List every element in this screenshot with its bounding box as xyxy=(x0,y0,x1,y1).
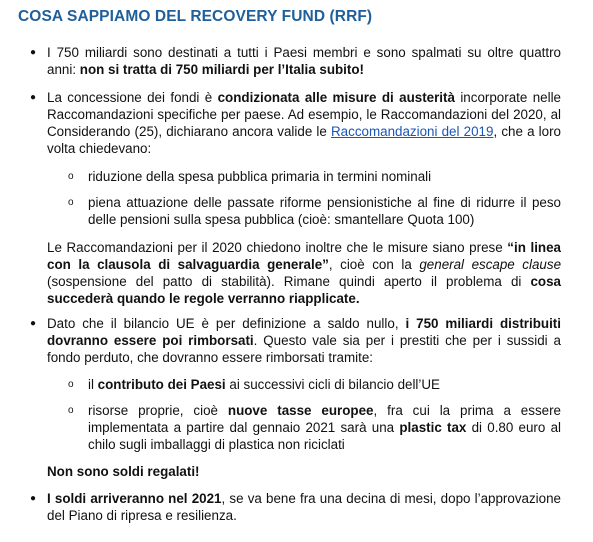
bullet-icon: ● xyxy=(30,318,37,329)
bold-text: “in linea con la clausola di salvaguardia generale” xyxy=(47,240,562,272)
bold-text: cosa succederà quando le regole verranno riapplicate. xyxy=(47,274,561,306)
italic-text: general escape clause xyxy=(419,257,562,272)
bold-text: Non sono soldi regalati! xyxy=(47,464,200,479)
paragraph-3 xyxy=(47,315,561,366)
text-run: Le Raccomandazioni per il 2020 chiedono inoltre che le misure siano prese xyxy=(47,240,508,255)
sub-item xyxy=(88,402,561,453)
text-run: di 0.80 euro al chilo sugli imballaggi di plastica non riciclati xyxy=(88,420,561,452)
bullet-icon: ● xyxy=(30,493,37,504)
text-run: incorporate nelle Raccomandazioni specifiche per paese. Ad esempio, le Raccomandazioni del 2020, al Considerando (25), dichiarano ancora valide le xyxy=(47,90,562,139)
bold-text: nuove tasse europee xyxy=(227,403,374,418)
paragraph-4 xyxy=(47,490,561,524)
text-run: , che a loro volta chiedevano: xyxy=(47,124,562,156)
bold-text: condizionata alle misure di austerità xyxy=(217,90,455,105)
page-title: COSA SAPPIAMO DEL RECOVERY FUND (RRF) xyxy=(18,8,373,25)
text-run: il xyxy=(88,377,98,392)
text-run: , fra cui la prima a essere implementata a partire dal gennaio 2021 sarà una xyxy=(88,403,561,435)
text-run: ai successivi cicli di bilancio dell’UE xyxy=(225,377,440,392)
bold-text: i 750 miliardi distribuiti dovranno essere poi rimborsati xyxy=(47,316,561,348)
bold-text: plastic tax xyxy=(399,420,467,435)
bullet-icon: ● xyxy=(30,92,37,103)
text-run: (sospensione del patto di stabilità). Rimane quindi aperto il problema di xyxy=(47,274,531,289)
text-run: I 750 miliardi sono destinati a tutti i Paesi membri e sono spalmati su oltre quattro anni: xyxy=(47,45,561,77)
bullet-icon: ● xyxy=(30,47,37,58)
paragraph-2 xyxy=(47,89,561,157)
sub-item: piena attuazione delle passate riforme pensionistiche al fine di ridurre il peso delle pensioni sulla spesa pubblica (cioè: smantellare Quota 100) xyxy=(88,195,561,227)
bold-text: contributo dei Paesi xyxy=(97,377,226,392)
paragraph-1 xyxy=(47,44,561,78)
bold-text: I soldi arriveranno nel 2021 xyxy=(47,491,222,506)
text-run: . Questo vale sia per i prestiti che per i sussidi a fondo perduto, che dovranno essere rimborsati tramite: xyxy=(47,333,561,365)
sub-item xyxy=(88,376,561,393)
paragraph-3-continued xyxy=(47,463,561,480)
text-run: risorse proprie, cioè xyxy=(88,403,228,418)
sub-bullet-icon: o xyxy=(68,171,74,182)
sub-item: riduzione della spesa pubblica primaria in termini nominali xyxy=(88,169,432,184)
text-run: , se va bene fra una decina di mesi, dopo l’approvazione del Piano di ripresa e resilienza. xyxy=(47,491,561,523)
text-run: , cioè con la xyxy=(328,257,420,272)
text-run: Dato che il bilancio UE è per definizione a saldo nullo, xyxy=(47,316,406,331)
raccomandazioni-2019-link[interactable]: Raccomandazioni del 2019 xyxy=(331,124,494,139)
sub-bullet-icon: o xyxy=(68,379,74,390)
text-run: La concessione dei fondi è xyxy=(47,90,218,105)
paragraph-2-continued xyxy=(47,239,561,307)
sub-bullet-icon: o xyxy=(68,197,74,208)
bold-text: non si tratta di 750 miliardi per l’Italia subito! xyxy=(79,62,365,77)
sub-bullet-icon: o xyxy=(68,405,74,416)
